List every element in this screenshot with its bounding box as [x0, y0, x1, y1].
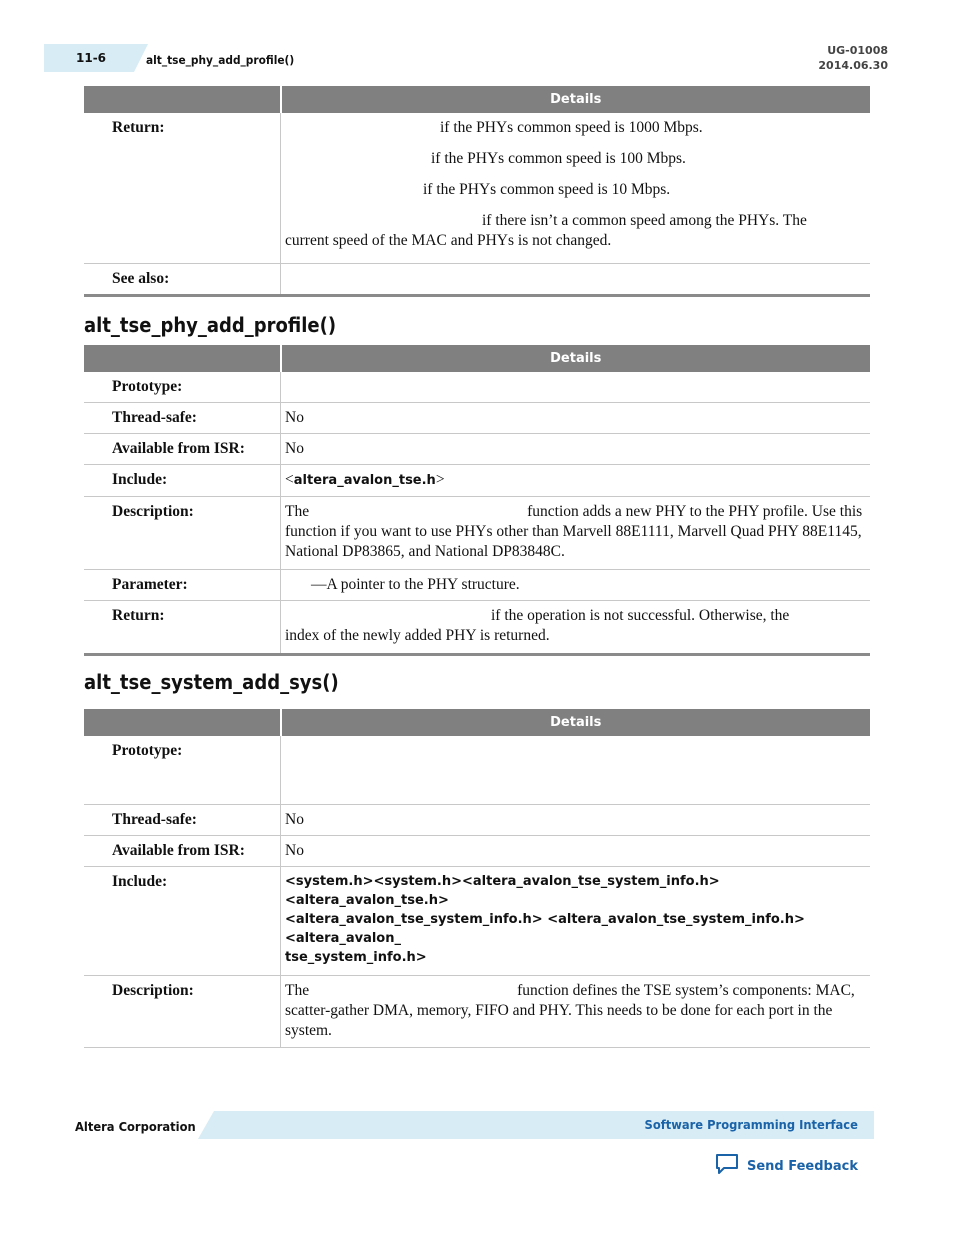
row-label-prototype: Prototype: [84, 372, 281, 403]
row-label-thread-safe: Thread-safe: [84, 403, 281, 434]
include-header-file: altera_avalon_tse.h [293, 473, 436, 488]
description-prefix: The [285, 503, 310, 520]
table-row [84, 805, 870, 836]
company-name: Altera Corporation [75, 1119, 196, 1134]
row-value-isr: No [281, 836, 871, 867]
row-value-thread-safe: No [281, 403, 871, 434]
row-label-return: Return: [84, 601, 281, 655]
row-value-thread-safe: No [281, 805, 871, 836]
row-label-isr: Available from ISR: [84, 434, 281, 465]
table-header-details: Details [281, 86, 871, 113]
return-line-3: if the PHYs common speed is 10 Mbps. [423, 181, 671, 198]
row-label-prototype: Prototype: [84, 736, 281, 805]
section-title-phy-add-profile: alt_tse_phy_add_profile() [84, 313, 337, 337]
include-line-1: <system.h><system.h><altera_avalon_tse_system_info.h> <altera_avalon_tse.h> [285, 874, 720, 908]
return-table-continued [84, 86, 870, 297]
section-link[interactable]: Software Programming Interface [644, 1117, 858, 1132]
table-row [84, 372, 870, 403]
parameter-text: —A pointer to the PHY structure. [311, 576, 520, 593]
table-row [84, 465, 870, 497]
row-value-parameter [281, 570, 871, 601]
row-label-isr: Available from ISR: [84, 836, 281, 867]
return-line-1: if the PHYs common speed is 1000 Mbps. [440, 119, 703, 136]
return-line-2: if the PHYs common speed is 100 Mbps. [431, 150, 686, 167]
table-row [84, 601, 870, 655]
table-row [84, 113, 870, 264]
return-line-5: current speed of the MAC and PHYs is not changed. [285, 232, 612, 249]
phy-add-profile-table [84, 345, 870, 656]
table-header-row [84, 86, 870, 113]
row-label-parameter: Parameter: [84, 570, 281, 601]
section-title-system-add-sys: alt_tse_system_add_sys() [84, 670, 339, 694]
row-value-isr: No [281, 434, 871, 465]
row-label-see-also: See also: [84, 264, 281, 296]
table-row [84, 403, 870, 434]
table-header-row [84, 345, 870, 372]
row-value-prototype [281, 736, 871, 805]
return-text-1: if the operation is not successful. Otherwise, the [491, 607, 790, 624]
row-value-description [281, 976, 871, 1048]
row-value-return [281, 601, 871, 655]
row-label-description: Description: [84, 497, 281, 570]
document-id: UG-01008 [827, 44, 888, 57]
send-feedback-link[interactable] [715, 1155, 858, 1177]
row-value-description [281, 497, 871, 570]
row-label-include: Include: [84, 465, 281, 497]
table-row [84, 867, 870, 976]
table-header-row [84, 709, 870, 736]
row-label-description: Description: [84, 976, 281, 1048]
description-text: function defines the TSE system’s components: MAC, scatter-gather DMA, memory, FIFO and PHY. This needs to be done for each port in the system. [285, 982, 855, 1039]
table-row [84, 434, 870, 465]
table-row [84, 736, 870, 805]
table-header-blank [84, 86, 281, 113]
running-title: alt_tse_phy_add_profile() [146, 53, 295, 67]
include-line-3: tse_system_info.h> [285, 950, 427, 965]
table-header-details: Details [281, 345, 871, 372]
document-date: 2014.06.30 [818, 59, 888, 72]
table-row [84, 264, 870, 296]
row-value-prototype [281, 372, 871, 403]
row-value-see-also [281, 264, 871, 296]
page-number: 11-6 [76, 51, 107, 65]
table-row [84, 836, 870, 867]
table-row [84, 570, 870, 601]
row-value-return [281, 113, 871, 264]
system-add-sys-table [84, 709, 870, 1048]
return-line-4: if there isn’t a common speed among the PHYs. The [482, 212, 807, 229]
description-text: function adds a new PHY to the PHY profile. Use this function if you want to use PHYs other than Marvell 88E1111, Marvell Quad PHY 88E1145, National DP83865, and National DP83848C. [285, 503, 863, 560]
table-header-details: Details [281, 709, 871, 736]
table-row [84, 976, 870, 1048]
include-line-2: <altera_avalon_tse_system_info.h> <altera_avalon_tse_system_info.h><altera_avalon_ [285, 912, 805, 946]
row-value-include: <altera_avalon_tse.h> [281, 465, 871, 497]
speech-bubble-icon [715, 1153, 739, 1180]
row-label-return: Return: [84, 113, 281, 264]
table-header-blank [84, 709, 281, 736]
row-label-thread-safe: Thread-safe: [84, 805, 281, 836]
description-prefix: The [285, 982, 310, 999]
send-feedback-label: Send Feedback [747, 1158, 858, 1174]
row-value-include [281, 867, 871, 976]
table-row [84, 497, 870, 570]
row-label-include: Include: [84, 867, 281, 976]
table-header-blank [84, 345, 281, 372]
return-text-2: index of the newly added PHY is returned. [285, 627, 550, 644]
